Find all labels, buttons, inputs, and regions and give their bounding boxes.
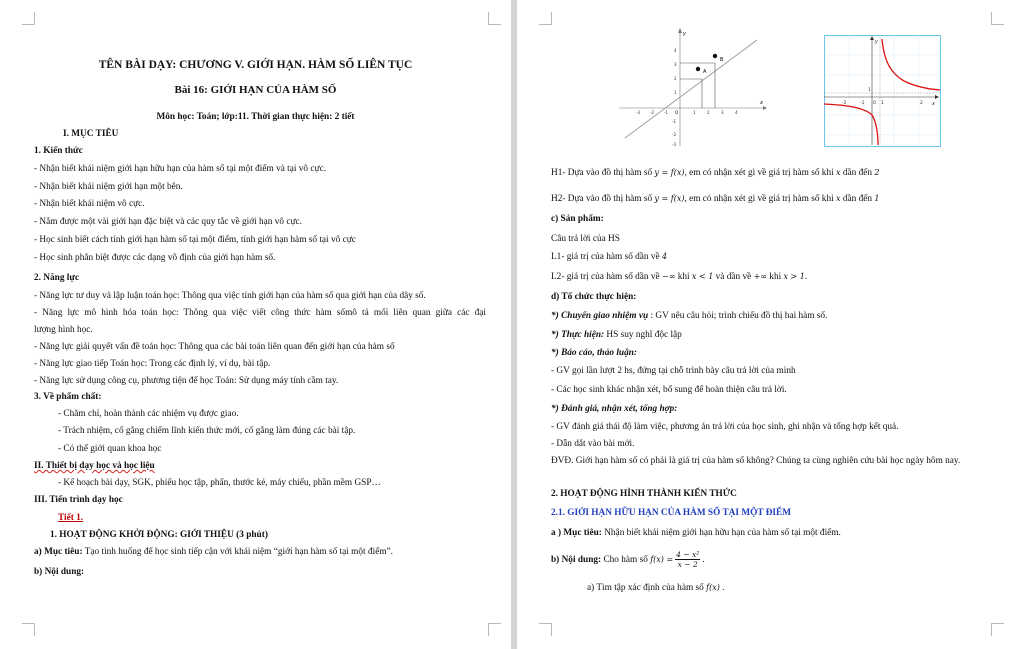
fx-numerator: 4 − x² [676,550,700,560]
assign-line [551,310,827,322]
point-b [713,54,717,58]
report-item: - GV gọi lần lượt 2 hs, đứng tại chỗ trình bày câu trả lời của mình [551,366,796,376]
do-label: *) Thực hiện: [551,330,605,340]
y-tick-label: 2 [674,76,677,81]
x-tick-label: -2 [842,101,847,106]
l2-end: . [804,272,808,282]
quality-item: - Có thể giới quan khoa học [58,444,162,454]
fx-end: . [702,555,705,565]
fx-denominator: x − 2 [677,560,698,570]
origin-label: O [675,110,679,115]
y-tick-label: -3 [672,142,676,147]
report-label: *) Báo cáo, thảo luận: [551,348,638,358]
eval-label: *) Đánh giá, nhận xét, tổng hợp: [551,404,678,414]
y-axis-label: y [875,39,878,45]
assign-label: *) Chuyển giao nhiệm vụ [551,311,649,321]
l1-pre: L1- giá trị của hàm số dần về [551,252,663,262]
h1-pre: H1- Dựa vào đồ thị hàm số [551,168,655,178]
h2-post: dần đến [840,194,875,204]
x-tick-label: -2 [650,110,654,115]
x-tick-label: 4 [735,110,738,115]
l2-plus-infinity: +∞ [753,272,767,281]
y-axis-label: y [683,31,686,37]
task-a-function: f(x) [706,583,720,592]
do-line [551,329,682,341]
l2-cond2: x > 1 [783,272,805,281]
subsection-2-1: 2.1. GIỚI HẠN HỮU HẠN CỦA HÀM SỐ TẠI MỘT ĐIỂM [551,508,792,518]
y-tick-label: -1 [672,119,676,124]
y-tick-label: 3 [674,62,677,67]
answer-l1 [551,251,667,263]
knowledge-item: - Học sinh phân biệt được các dạng vô định của giới hạn hàm số. [34,253,276,263]
question-h2 [551,193,879,205]
lesson-title: Bài 16: GIỚI HẠN CỦA HÀM SỐ [174,84,337,96]
fx-lhs: f(x) = [650,555,674,564]
x-axis-label: x [760,100,763,106]
l2-when: khi [675,272,692,282]
x-tick-label: -3 [636,110,640,115]
quality-item: - Chăm chỉ, hoàn thành các nhiệm vụ được giao. [58,409,239,419]
goal2-line [551,527,841,539]
document-page-right [517,0,1016,649]
linear-function-line [625,40,757,138]
x-tick-label: 1 [693,110,696,115]
h2-variable: x [836,194,841,203]
graph-frame [825,36,941,147]
l2-pre: L2- giá trị của hàm số dần về [551,272,663,282]
knowledge-item: - Nhận biết khái niệm vô cực. [34,199,145,209]
activity1-title: 1. HOẠT ĐỘNG KHỞI ĐỘNG: GIỚI THIỆU (3 phút) [50,530,268,540]
margin-corner-mark [539,12,552,25]
h1-post: dần đến [840,168,875,178]
l1-value: 4 [662,252,668,261]
h2-function: y = f(x) [654,194,685,203]
goal2-text: Nhận biết khái niệm giới hạn hữu hạn của hàm số tại một điểm. [601,528,841,538]
h2-mid: , em có nhận xét gì về giá trị hàm số khi [684,194,837,204]
fx-fraction [675,550,700,569]
ability-item: - Năng lực tư duy và lập luận toán học: Thông qua việc tính giới hạn của hàm số qua giới hạn của dãy số. [34,291,426,301]
task-a-pre: a) Tìm tập xác định của hàm số [587,583,707,593]
x-tick-label: -1 [860,101,865,106]
report-item: - Các học sinh khác nhận xét, bổ sung để hoàn thiện câu trả lời. [551,385,787,395]
content2-line [551,549,705,571]
h1-value: 2 [874,168,880,177]
question-h1 [551,167,879,179]
margin-corner-mark [539,623,552,636]
x-axis-label: x [932,101,935,107]
l2-when2: khi [766,272,784,282]
section-objectives: I. MỤC TIÊU [63,129,119,139]
section-equipment [34,460,155,472]
l2-cond1: x < 1 [691,272,714,281]
doc-title: TÊN BÀI DẠY: CHƯƠNG V. GIỚI HẠN. HÀM SỐ LIÊN TỤC [98,59,413,71]
ability-item: - Năng lực mô hình hóa toán học: Thông qua việc viết công thức hàm sốmô tả mối liên quan giữa các đại [34,308,486,318]
quality-item: - Trách nhiệm, cố gắng chiếm lĩnh kiến thức mới, cố gắng làm đúng các bài tập. [58,426,356,436]
product-label: c) Sản phẩm: [551,214,604,224]
goal-label: a) Mục tiêu: [34,547,83,557]
section-process: III. Tiến trình dạy học [34,495,123,505]
content2-label: b) Nội dung: [551,555,602,565]
h1-mid: , em có nhận xét gì về giá trị hàm số khi [684,168,837,178]
x-tick-label: 2 [920,101,923,106]
graph-hyperbola [824,35,941,147]
intro-text: ĐVĐ. Giới hạn hàm số có phải là giá trị của hàm số không? Chúng ta cùng nghiên cứu bài học ngày hôm nay. [551,456,961,466]
eval-item: - GV đánh giá thái độ làm việc, phương án trả lời của học sinh, ghi nhận và tổng hợp kết quả. [551,422,899,432]
point-a-label: A [703,69,707,75]
equipment-text: - Kế hoạch bài dạy, SGK, phiếu học tập, phấn, thước kẻ, máy chiếu, phần mềm GSP… [58,478,381,488]
organize-label: d) Tổ chức thực hiện: [551,292,637,302]
heading-knowledge: 1. Kiến thức [34,146,83,156]
x-tick-label: 1 [881,101,884,106]
l2-and: và dần về [713,272,754,282]
x-tick-label: 3 [721,110,724,115]
content2-text: Cho hàm số [601,555,651,565]
y-axis-arrow-icon [678,28,682,33]
x-axis-arrow-icon [763,106,767,110]
content-label: b) Nội dung: [34,567,85,577]
l2-minus-infinity: −∞ [662,272,676,281]
assign-text: : GV nêu câu hỏi; trình chiếu đồ thị hai hàm số. [648,311,828,321]
ability-item: - Năng lực sử dụng công cụ, phương tiện để học Toán: Sử dụng máy tính cầm tay. [34,376,339,386]
knowledge-item: - Học sinh biết cách tính giới hạn hàm số tại một điểm, tính giới hạn hàm số tại vô cực [34,235,356,245]
section-equipment-text: II. Thiết bị dạy học và học liệu [34,461,155,471]
y-tick-label: 1 [868,88,871,93]
point-b-label: B [720,57,724,63]
y-tick-label: -2 [672,132,676,137]
knowledge-item: - Nhận biết khái niệm giới hạn hữu hạn của hàm số tại một điểm và tại vô cực. [34,164,327,174]
margin-corner-mark [22,623,35,636]
margin-corner-mark [991,623,1004,636]
goal-text: Tạo tình huống để học sinh tiếp cận với khái niệm “giới hạn hàm số tại một điểm”. [82,547,394,557]
h1-function: y = f(x) [654,168,685,177]
margin-corner-mark [488,12,501,25]
margin-corner-mark [488,623,501,636]
knowledge-item: - Nắm được một vài giới hạn đặc biệt và các quy tắc về giới hạn vô cực. [34,217,303,227]
y-tick-label: 1 [674,90,677,95]
ability-item: - Năng lực giao tiếp Toán học: Trong các định lý, ví dụ, bài tập. [34,359,271,369]
h1-variable: x [836,168,841,177]
x-tick-label: -1 [664,110,668,115]
answer-l2 [551,271,807,283]
do-text: HS suy nghĩ độc lập [604,330,682,340]
x-tick-label: 0 [873,101,876,106]
knowledge-item: - Nhận biết khái niệm giới hạn một bên. [34,182,183,192]
goal-line [34,546,393,558]
y-tick-label: 4 [674,48,677,53]
task-a [587,582,724,594]
margin-corner-mark [991,12,1004,25]
heading-ability: 2. Năng lực [34,273,80,283]
subject-line: Môn học: Toán; lớp:11. Thời gian thực hiện: 2 tiết [156,112,355,122]
task-a-end: . [719,583,725,593]
eval-item: - Dẫn dắt vào bài mới. [551,439,635,449]
graph-linear [617,28,767,148]
answer-text: Câu trả lời của HS [551,234,620,244]
margin-corner-mark [22,12,35,25]
ability-item: - Năng lực giải quyết vấn đề toán học: Thông qua các bài toán liên quan đến giới hạn của hàm số [34,342,395,352]
point-a [696,67,700,71]
ability-item-cont: lượng hình học. [34,325,93,335]
heading-quality: 3. Về phẩm chất: [34,392,102,402]
x-tick-label: 2 [707,110,710,115]
h2-pre: H2- Dựa vào đồ thị hàm số [551,194,655,204]
h2-value: 1 [874,194,880,203]
activity2-title: 2. HOẠT ĐỘNG HÌNH THÀNH KIẾN THỨC [551,489,737,499]
period-label: Tiết 1. [58,513,84,523]
goal2-label: a ) Mục tiêu: [551,528,602,538]
